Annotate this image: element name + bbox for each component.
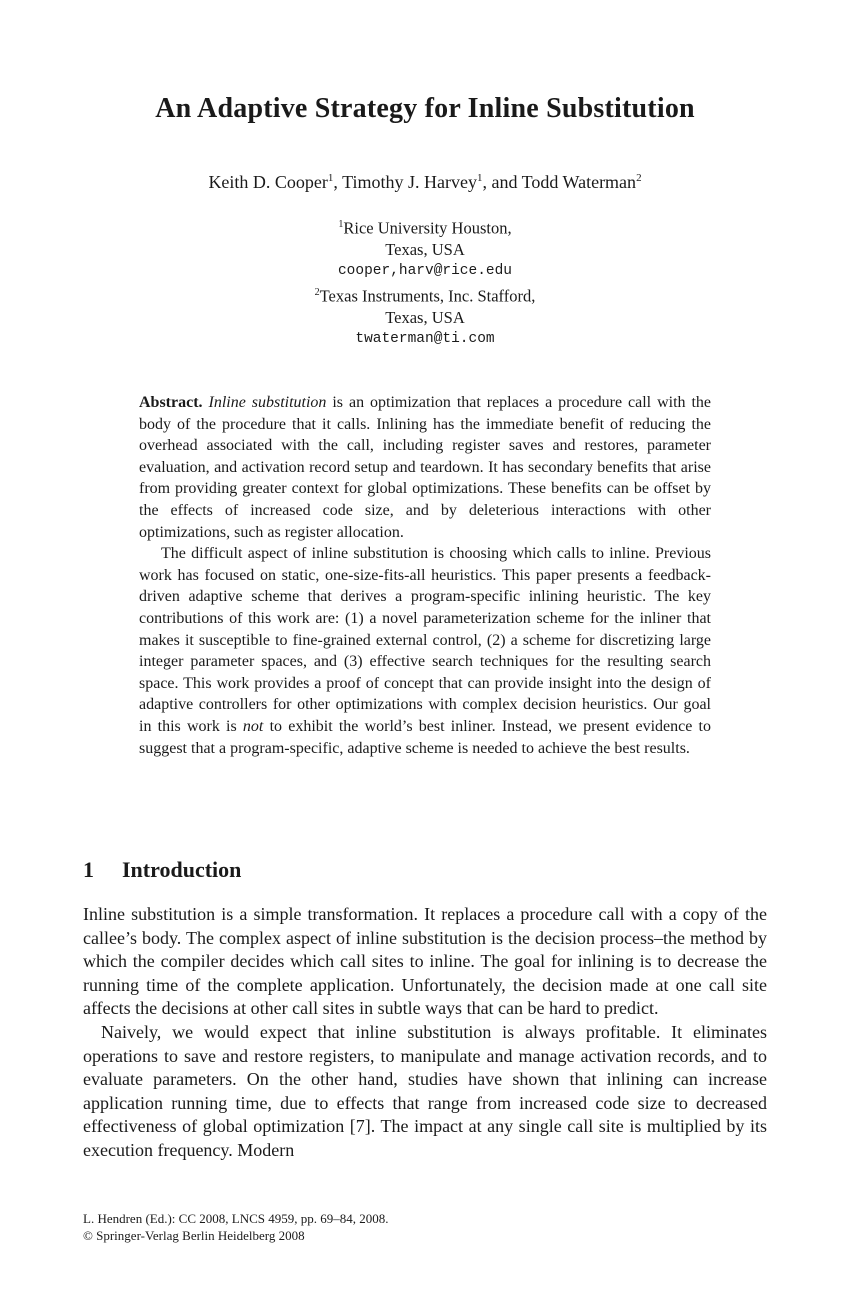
affiliation-name: Texas Instruments, Inc. Stafford, xyxy=(319,286,536,306)
affiliation-line xyxy=(0,214,850,239)
section-title: Introduction xyxy=(122,857,242,882)
affiliation-location: Texas, USA xyxy=(385,240,465,259)
abstract-emphasis: not xyxy=(242,717,264,735)
paper-title: An Adaptive Strategy for Inline Substitution xyxy=(155,93,695,124)
citation-line: L. Hendren (Ed.): CC 2008, LNCS 4959, pp. 69–84, 2008. xyxy=(83,1211,389,1226)
body-paragraph: Naively, we would expect that inline substitution is always profitable. It eliminates operations to save and restore registers, to manipulate and manage activation records, and to evaluate parameters. On the other hand, studies have shown that inlining can increase application running time, due to effects that range from increased code size to decreased effectiveness of global optimization [7]. The impact at any single call site is multiplied by its execution frequency. Modern xyxy=(83,1021,767,1160)
abstract-label: Abstract. xyxy=(139,394,203,411)
affiliation-email: cooper,harv@rice.edu xyxy=(337,262,513,279)
affiliation-mark: 2 xyxy=(314,287,320,298)
author-list xyxy=(0,172,850,193)
abstract-emphasis: Inline substitution xyxy=(208,394,327,411)
author-separator: , xyxy=(333,172,343,192)
author-name: Timothy J. Harvey xyxy=(342,172,477,192)
body-text xyxy=(83,903,767,1163)
affiliation-line xyxy=(0,282,850,307)
abstract-text: is an optimization that replaces a procedure call with the body of the procedure that it calls. Inlining has the immediate benefit of reducing the overhead associated with the call, including register saves and restores, parameter evaluation, and activation record setup and teardown. It has secondary benefits that arise from providing greater context for global optimizations. These benefits can be offset by the effects of increased code size, and by deleterious interactions with other optimizations, such as register allocation. xyxy=(139,394,711,541)
abstract-paragraph xyxy=(139,543,711,759)
affiliation-name: Rice University Houston, xyxy=(343,218,512,238)
section-heading xyxy=(83,857,241,883)
copyright-line: © Springer-Verlag Berlin Heidelberg 2008 xyxy=(83,1227,305,1243)
author-name: Todd Waterman xyxy=(521,172,637,192)
abstract-text: The difficult aspect of inline substitution is choosing which calls to inline. Previous work has focused on static, one-size-fits-all heuristics. This paper presents a feedback-driven adaptive scheme that derives a program-specific inlining heuristic. The key contributions of this work are: (1) a novel parameterization scheme for the inliner that makes it susceptible to fine-grained external control, (2) a scheme for discretizing large integer parameter spaces, and (3) effective search techniques for the resulting search space. This work provides a proof of concept that can provide insight into the design of adaptive controllers for other optimizations with complex decision heuristics. Our goal in this work is xyxy=(139,545,711,735)
abstract-text: to exhibit the world’s best inliner. Instead, we present evidence to suggest that a program-specific, adaptive scheme is needed to achieve the best results. xyxy=(139,717,711,757)
author-affiliation-mark: 1 xyxy=(327,172,334,184)
abstract-paragraph xyxy=(139,392,711,543)
author-separator: , and xyxy=(482,172,522,192)
body-paragraph: Inline substitution is a simple transformation. It replaces a procedure call with a copy of the callee’s body. The complex aspect of inline substitution is the decision process–the method by which the compiler decides which call sites to inline. The goal for inlining is to decrease the running time of the complete application. Unfortunately, the decision made at one call site affects the decisions at other call sites in subtle ways that can be hard to predict. xyxy=(83,904,767,1019)
author-affiliation-mark: 1 xyxy=(476,172,483,184)
affiliation-location: Texas, USA xyxy=(385,308,465,327)
abstract xyxy=(139,392,711,759)
affiliation-email: twaterman@ti.com xyxy=(355,330,495,347)
affiliation-mark: 1 xyxy=(338,219,344,230)
affiliations xyxy=(0,214,850,350)
section-number: 1 xyxy=(83,857,94,882)
footer xyxy=(83,1211,388,1244)
author-affiliation-mark: 2 xyxy=(636,172,642,184)
author-name: Keith D. Cooper xyxy=(208,172,328,192)
